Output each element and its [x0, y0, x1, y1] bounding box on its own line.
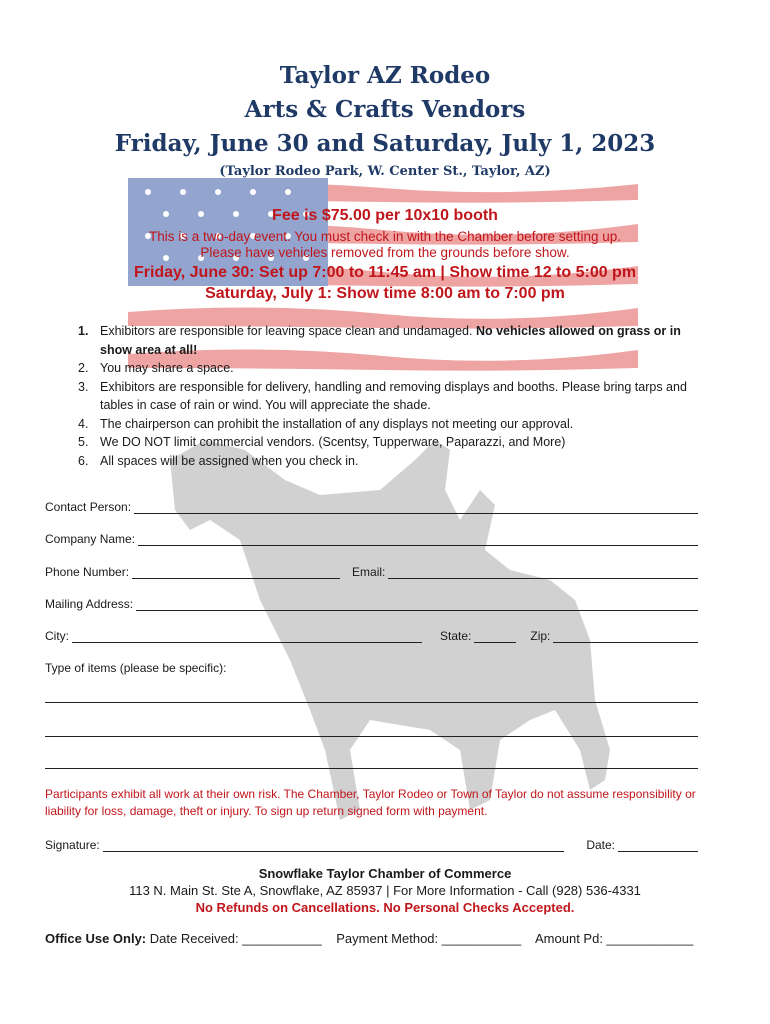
city-state-zip-row	[45, 625, 698, 643]
date-field[interactable]	[618, 837, 698, 852]
items-field-line[interactable]	[45, 768, 698, 769]
contact-person-row	[45, 496, 698, 514]
saturday-schedule: Saturday, July 1: Show time 8:00 am to 7:00 pm	[205, 285, 565, 302]
rule-number: 2.	[78, 361, 89, 375]
email-field[interactable]	[388, 564, 698, 579]
rule-text: You may share a space.	[100, 361, 234, 375]
rule-item	[78, 415, 698, 434]
refund-policy: No Refunds on Cancellations. No Personal Checks Accepted.	[195, 900, 575, 915]
rule-text: Exhibitors are responsible for leaving space clean and undamaged.	[100, 324, 476, 338]
rules-list	[78, 322, 698, 470]
chamber-contact: 113 N. Main St. Ste A, Snowflake, AZ 85937 | For More Information - Call (928) 536-4331	[129, 883, 641, 898]
email-label: Email:	[352, 565, 386, 579]
chamber-name: Snowflake Taylor Chamber of Commerce	[258, 866, 512, 881]
office-use-row	[45, 931, 745, 946]
rule-item	[78, 359, 698, 378]
company-name-field[interactable]	[138, 531, 698, 546]
rule-item	[78, 452, 698, 471]
rule-number: 4.	[78, 416, 89, 431]
payment-method: Payment Method: ___________	[336, 931, 522, 946]
city-field[interactable]	[72, 628, 422, 643]
city-label: City:	[45, 629, 69, 643]
items-field-line[interactable]	[45, 702, 698, 703]
event-title: Taylor AZ Rodeo	[279, 62, 491, 89]
rule-number: 6.	[78, 453, 89, 468]
mailing-address-field[interactable]	[136, 596, 698, 611]
date-label: Date:	[586, 838, 615, 852]
state-field[interactable]	[474, 628, 516, 643]
rule-number: 1.	[78, 324, 89, 338]
rule-text: Exhibitors are responsible for delivery, handling and removing displays and booths. Please bring tarps and tables in case of rain or wind. You will appreciate the shade.	[100, 379, 687, 412]
friday-schedule: Friday, June 30: Set up 7:00 to 11:45 am | Show time 12 to 5:00 pm	[133, 264, 637, 281]
office-use-label: Office Use Only:	[45, 931, 147, 946]
check-in-note: This is a two-day event. You must check in with the Chamber before setting up.	[149, 229, 621, 244]
rule-text-wrap	[100, 322, 698, 359]
mailing-address-label: Mailing Address:	[45, 597, 134, 611]
state-label: State:	[440, 629, 472, 643]
rule-item	[78, 378, 698, 415]
rule-text: The chairperson can prohibit the installation of any displays not meeting our approval.	[100, 416, 574, 431]
signature-field[interactable]	[103, 837, 565, 852]
zip-field[interactable]	[553, 628, 698, 643]
event-dates: Friday, June 30 and Saturday, July 1, 2023	[114, 130, 656, 157]
signature-row	[45, 834, 698, 852]
rule-number: 3.	[78, 379, 89, 394]
rule-text: All spaces will be assigned when you check in.	[100, 453, 359, 468]
phone-email-row	[45, 561, 698, 579]
contact-person-field[interactable]	[134, 499, 698, 514]
rule-emphasis: No vehicles allowed on grass or in show area at all!	[100, 324, 681, 357]
rule-text: We DO NOT limit commercial vendors. (Scentsy, Tupperware, Paparazzi, and More)	[100, 435, 566, 449]
items-label-row	[45, 657, 698, 675]
signature-label: Signature:	[45, 838, 100, 852]
items-field-line[interactable]	[45, 736, 698, 737]
liability-disclaimer: Participants exhibit all work at their own risk. The Chamber, Taylor Rodeo or Town of Taylor do not assume responsibility or liability for loss, damage, theft or injury. To sign up return signed form with payment.	[45, 787, 696, 818]
vehicle-note: Please have vehicles removed from the grounds before show.	[200, 245, 570, 260]
zip-label: Zip:	[530, 629, 551, 643]
rule-item	[78, 322, 698, 359]
items-label: Type of items (please be specific):	[45, 661, 227, 675]
rule-number: 5.	[78, 435, 89, 449]
event-subtitle: Arts & Crafts Vendors	[244, 96, 526, 123]
phone-number-label: Phone Number:	[45, 565, 130, 579]
contact-person-label: Contact Person:	[45, 500, 132, 514]
amount-paid: Amount Pd: ____________	[535, 931, 694, 946]
mailing-address-row	[45, 593, 698, 611]
event-location: (Taylor Rodeo Park, W. Center St., Taylor, AZ)	[219, 164, 551, 179]
booth-fee: Fee is $75.00 per 10x10 booth	[272, 207, 498, 224]
phone-number-field[interactable]	[132, 564, 340, 579]
company-name-label: Company Name:	[45, 532, 136, 546]
rule-item	[78, 433, 698, 452]
company-name-row	[45, 528, 698, 546]
date-received: Date Received: ___________	[149, 931, 322, 946]
